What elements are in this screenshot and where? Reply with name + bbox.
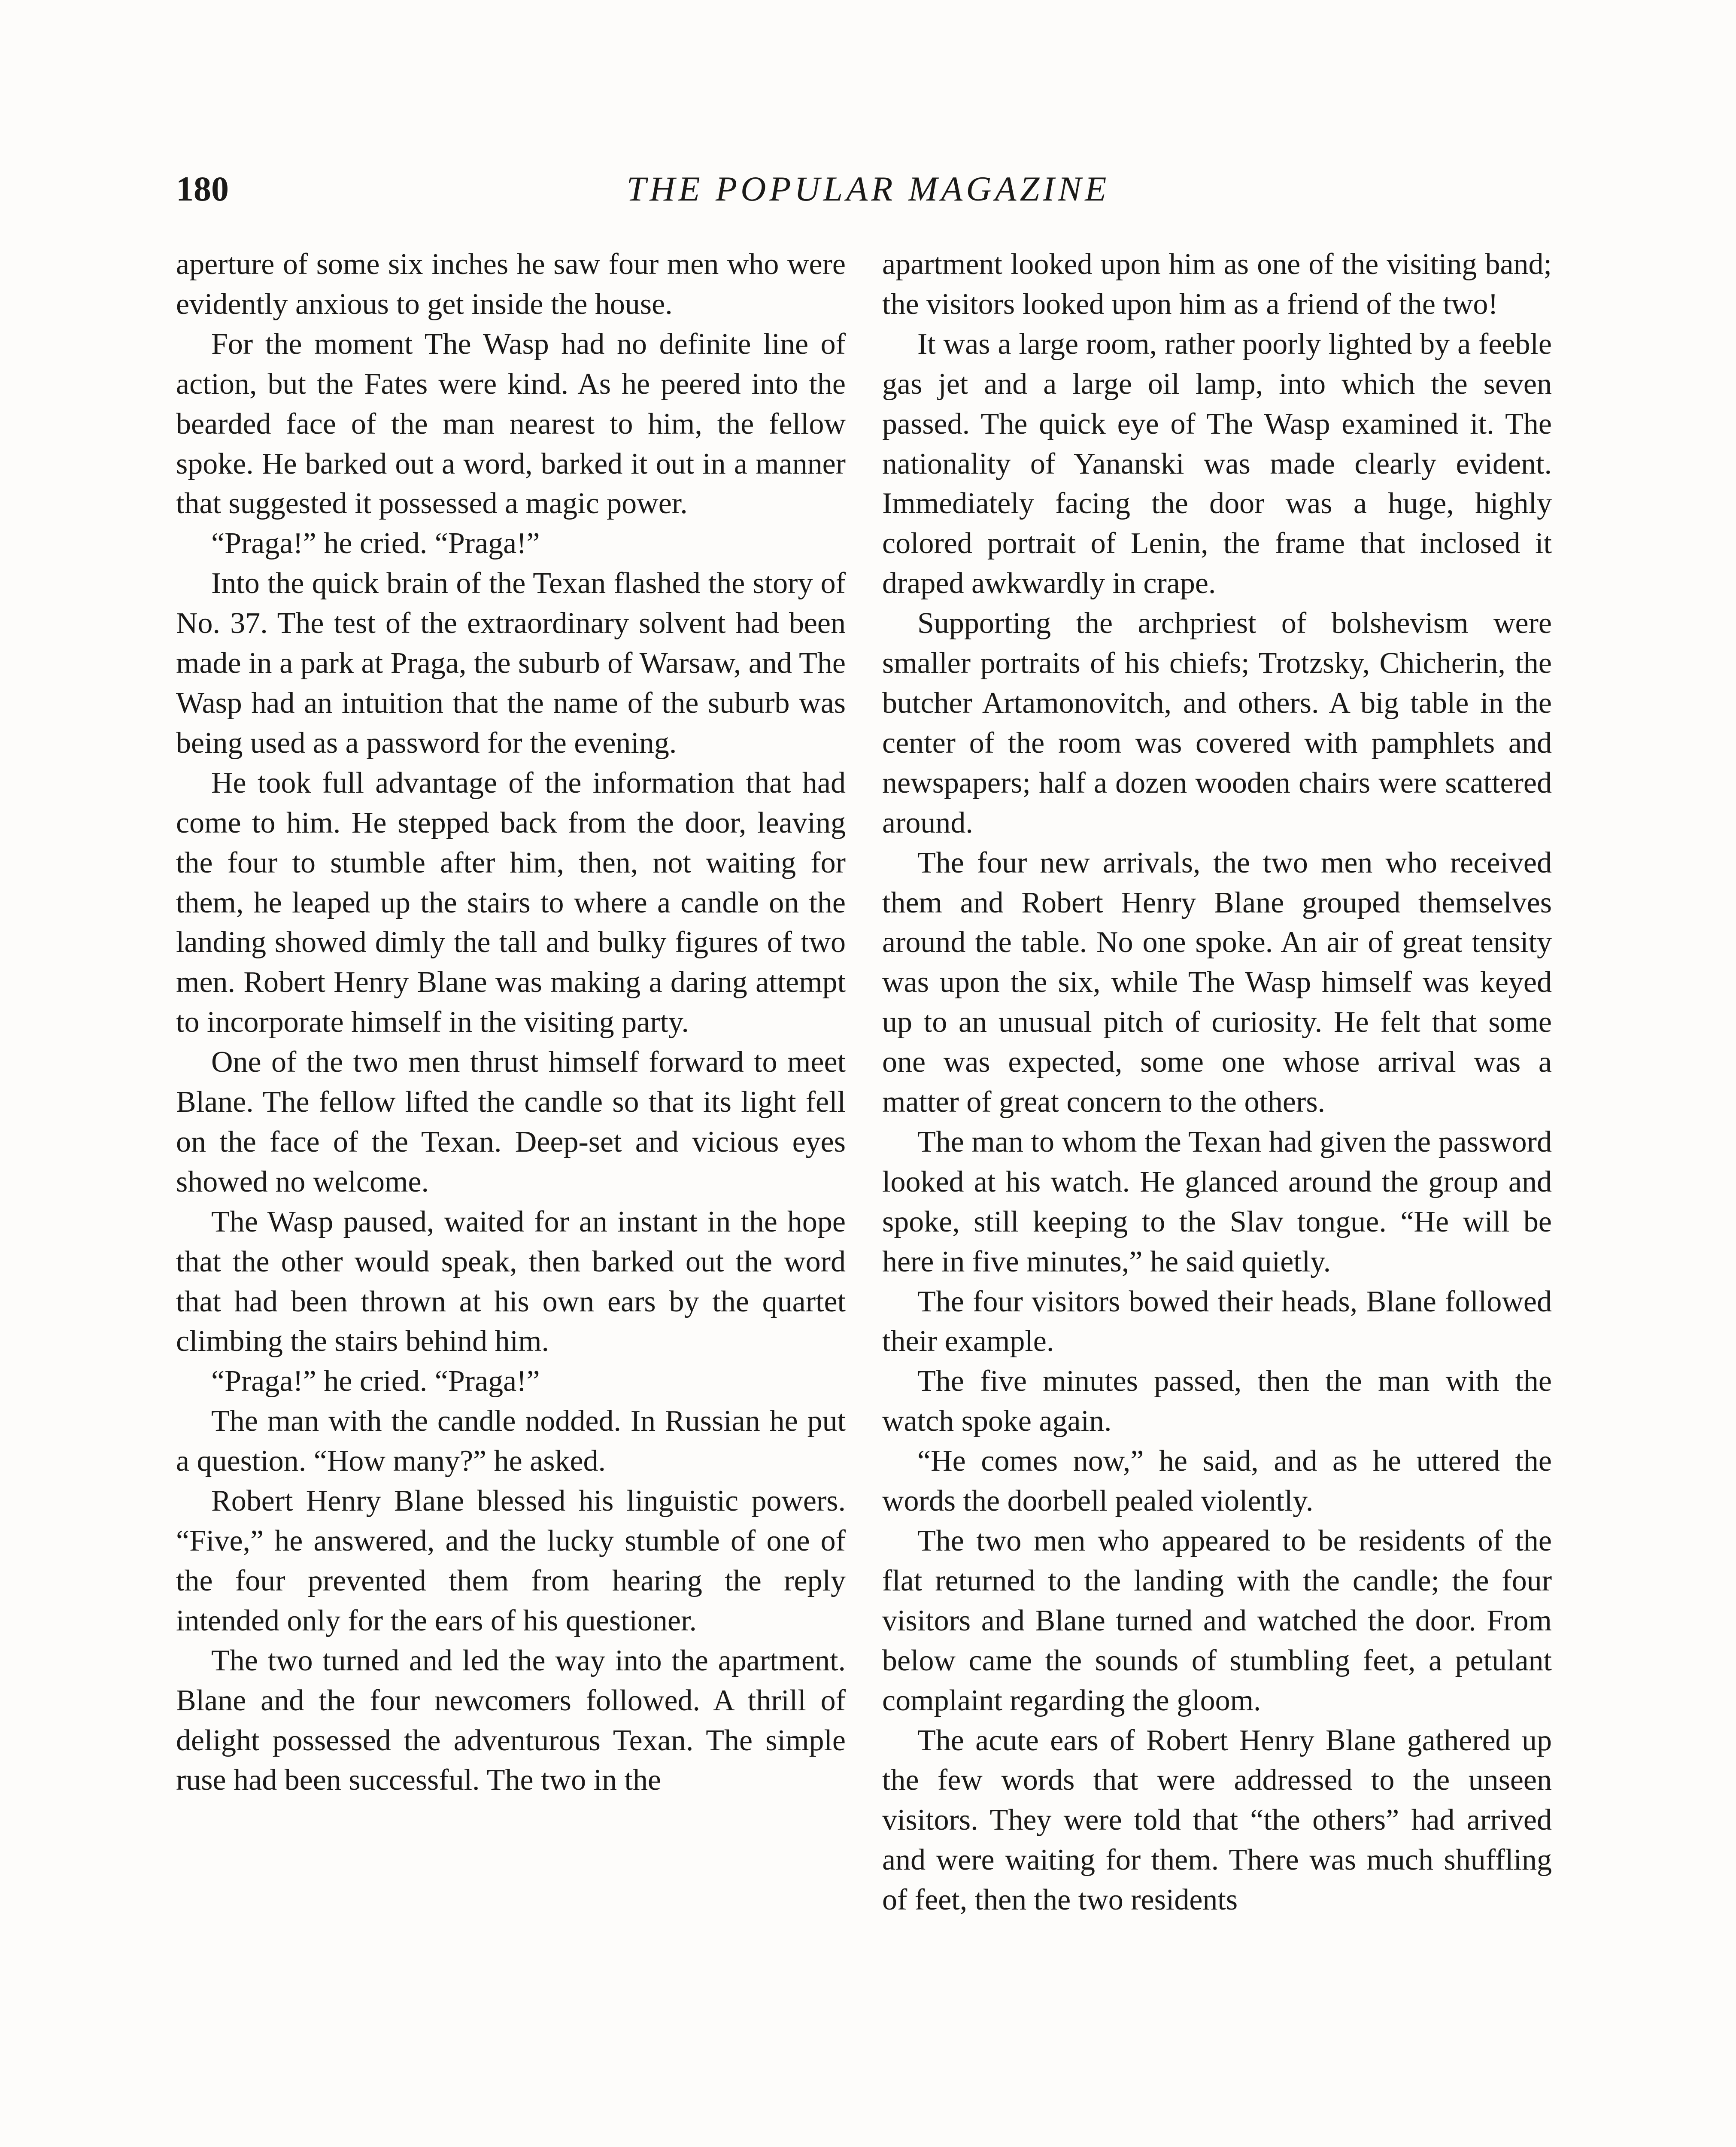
paragraph: The four new arrivals, the two men who received them and Robert Henry Blane grouped themselves around the table. No one spoke. An air of great tensity was upon the six, while The Wasp himself was keyed up to an unusual pitch of curiosity. He felt that some one was expected, some one whose arrival was a matter of great concern to the others. xyxy=(882,846,1552,1119)
paragraph: apartment looked upon him as one of the visiting band; the visitors looked upon him as a friend of the two! xyxy=(882,248,1552,321)
paragraph: The man to whom the Texan had given the password looked at his watch. He glanced around the group and spoke, still keeping to the Slav tongue. “He will be here in five minutes,” he said quietly. xyxy=(882,1125,1552,1278)
paragraph: “Praga!” he cried. “Praga!” xyxy=(211,1365,540,1398)
paragraph: “Praga!” he cried. “Praga!” xyxy=(211,527,540,560)
paragraph: aperture of some six inches he saw four men who were evidently anxious to get inside the house. xyxy=(176,248,846,321)
paragraph: The two turned and led the way into the apartment. Blane and the four newcomers followed. A thrill of delight possessed the adventurous Texan. The simple ruse had been successful. The two in the xyxy=(176,1644,846,1797)
paragraph: “He comes now,” he said, and as he uttered the words the doorbell pealed violently. xyxy=(882,1445,1552,1518)
paragraph: The two men who appeared to be residents of the flat returned to the landing with the candle; the four visitors and Blane turned and watched the door. From below came the sounds of stumbling feet, a petulant complaint regarding the gloom. xyxy=(882,1524,1552,1717)
paragraph: The acute ears of Robert Henry Blane gathered up the few words that were addressed to the unseen visitors. They were told that “the others” had arrived and were waiting for them. There was much shuffling of feet, then the two residents xyxy=(882,1724,1552,1917)
right-column xyxy=(882,245,1552,2147)
paragraph: The five minutes passed, then the man with the watch spoke again. xyxy=(882,1365,1552,1438)
page-header xyxy=(176,165,1560,217)
paragraph: The Wasp paused, waited for an instant in the hope that the other would speak, then barked out the word that had been thrown at his own ears by the quartet climbing the stairs behind him. xyxy=(176,1205,846,1358)
running-head: THE POPULAR MAGAZINE xyxy=(626,169,1110,208)
left-column xyxy=(176,245,846,2147)
paragraph: For the moment The Wasp had no definite line of action, but the Fates were kind. As he peered into the bearded face of the man nearest to him, the fellow spoke. He barked out a word, barked it out in a manner that suggested it possessed a magic power. xyxy=(176,327,846,520)
paragraph: Robert Henry Blane blessed his linguistic powers. “Five,” he answered, and the lucky stumble of one of the four prevented them from hearing the reply intended only for the ears of his questioner. xyxy=(176,1484,846,1637)
paragraph: The four visitors bowed their heads, Blane followed their example. xyxy=(882,1285,1552,1358)
paragraph: One of the two men thrust himself forward to meet Blane. The fellow lifted the candle so that its light fell on the face of the Texan. Deep-set and vicious eyes showed no welcome. xyxy=(176,1046,846,1198)
paragraph: He took full advantage of the information that had come to him. He stepped back from the door, leaving the four to stumble after him, then, not waiting for them, he leaped up the stairs to where a candle on the landing showed dimly the tall and bulky figures of two men. Robert Henry Blane was making a daring attempt to incorporate himself in the visiting party. xyxy=(176,766,846,1039)
paragraph: It was a large room, rather poorly lighted by a feeble gas jet and a large oil lamp, into which the seven passed. The quick eye of The Wasp examined it. The nationality of Yananski was made clearly evident. Immediately facing the door was a huge, highly colored portrait of Lenin, the frame that inclosed it draped awkwardly in crape. xyxy=(882,327,1552,600)
paragraph: Supporting the archpriest of bolshevism were smaller portraits of his chiefs; Trotzsky, Chicherin, the butcher Artamonovitch, and others. A big table in the center of the room was covered with pamphlets and newspapers; half a dozen wooden chairs were scattered around. xyxy=(882,607,1552,839)
paragraph: The man with the candle nodded. In Russian he put a question. “How many?” he asked. xyxy=(176,1405,846,1478)
paragraph: Into the quick brain of the Texan flashed the story of No. 37. The test of the extraordinary solvent had been made in a park at Praga, the suburb of Warsaw, and The Wasp had an intuition that the name of the suburb was being used as a password for the evening. xyxy=(176,567,846,760)
page-number: 180 xyxy=(176,169,229,208)
